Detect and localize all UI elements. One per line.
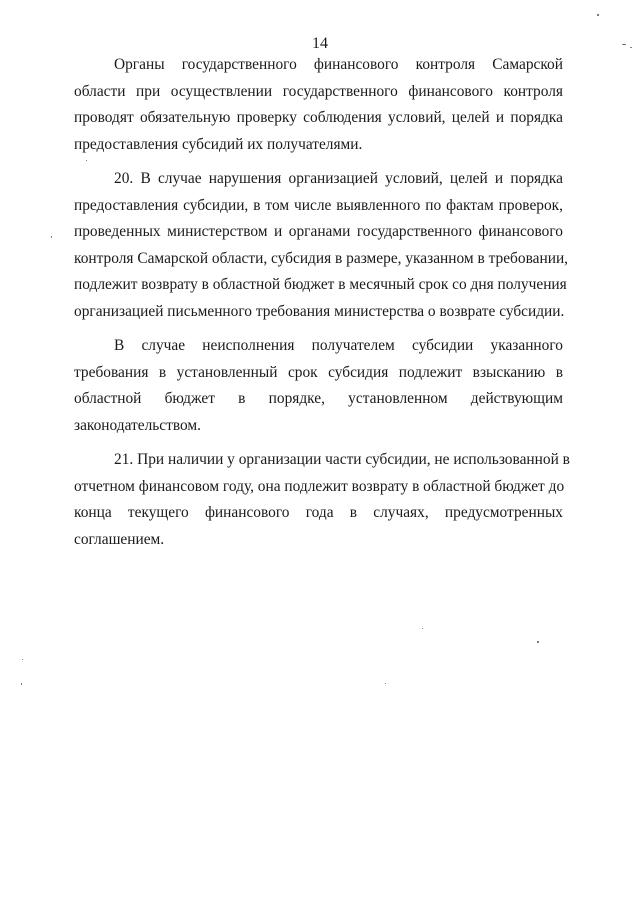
text-line: предоставления субсидий их получателями. bbox=[74, 135, 363, 153]
text-line: организацией письменного требования министерства о возврате субсидии. bbox=[74, 302, 565, 320]
text-line: 20. В случае нарушения организацией условий, целей и порядка bbox=[114, 170, 563, 187]
text-line: требования в установленный срок субсидия подлежит взысканию в bbox=[74, 363, 563, 381]
text-line: Органы государственного финансового контроля Самарской bbox=[114, 56, 563, 73]
paragraph-21 bbox=[74, 447, 570, 553]
scan-speck bbox=[597, 14, 599, 16]
text-line: конца текущего финансового года в случаях, предусмотренных bbox=[74, 504, 563, 521]
scan-speck bbox=[22, 659, 23, 660]
scan-speck bbox=[86, 160, 87, 161]
scan-speck bbox=[385, 683, 386, 684]
scan-speck bbox=[422, 628, 423, 629]
document-body bbox=[74, 52, 570, 561]
text-line: контроля Самарской области, субсидия в размере, указанном в требовании, bbox=[74, 249, 569, 267]
text-line: законодательством. bbox=[74, 416, 202, 434]
text-line: предоставления субсидии, в том числе выявленного по фактам проверок, bbox=[74, 196, 563, 214]
scan-speck bbox=[630, 47, 632, 48]
text-line: области при осуществлении государственного финансового контроля bbox=[74, 82, 563, 100]
text-line: В случае неисполнения получателем субсидии указанного bbox=[114, 337, 563, 354]
scan-speck bbox=[21, 683, 22, 685]
text-line: отчетном финансовом году, она подлежит возврату в областной бюджет до bbox=[74, 477, 565, 495]
paragraph-recovery bbox=[74, 333, 563, 439]
text-line: соглашением. bbox=[74, 530, 165, 548]
scan-speck bbox=[51, 236, 52, 238]
text-line: проведенных министерством и органами государственного финансового bbox=[74, 223, 563, 240]
scan-speck bbox=[537, 641, 539, 643]
text-line: проводят обязательную проверку соблюдения условий, целей и порядка bbox=[74, 109, 563, 126]
page-number: 14 bbox=[312, 35, 328, 52]
text-line: областной бюджет в порядке, установленном действующим bbox=[74, 390, 563, 407]
text-line: подлежит возврату в областной бюджет в месячный срок со дня получения bbox=[74, 276, 567, 293]
paragraph-20 bbox=[74, 166, 569, 325]
paragraph-financial-control bbox=[74, 52, 563, 158]
scan-speck bbox=[622, 44, 626, 45]
text-line: 21. При наличии у организации части субсидии, не использованной в bbox=[114, 451, 570, 468]
